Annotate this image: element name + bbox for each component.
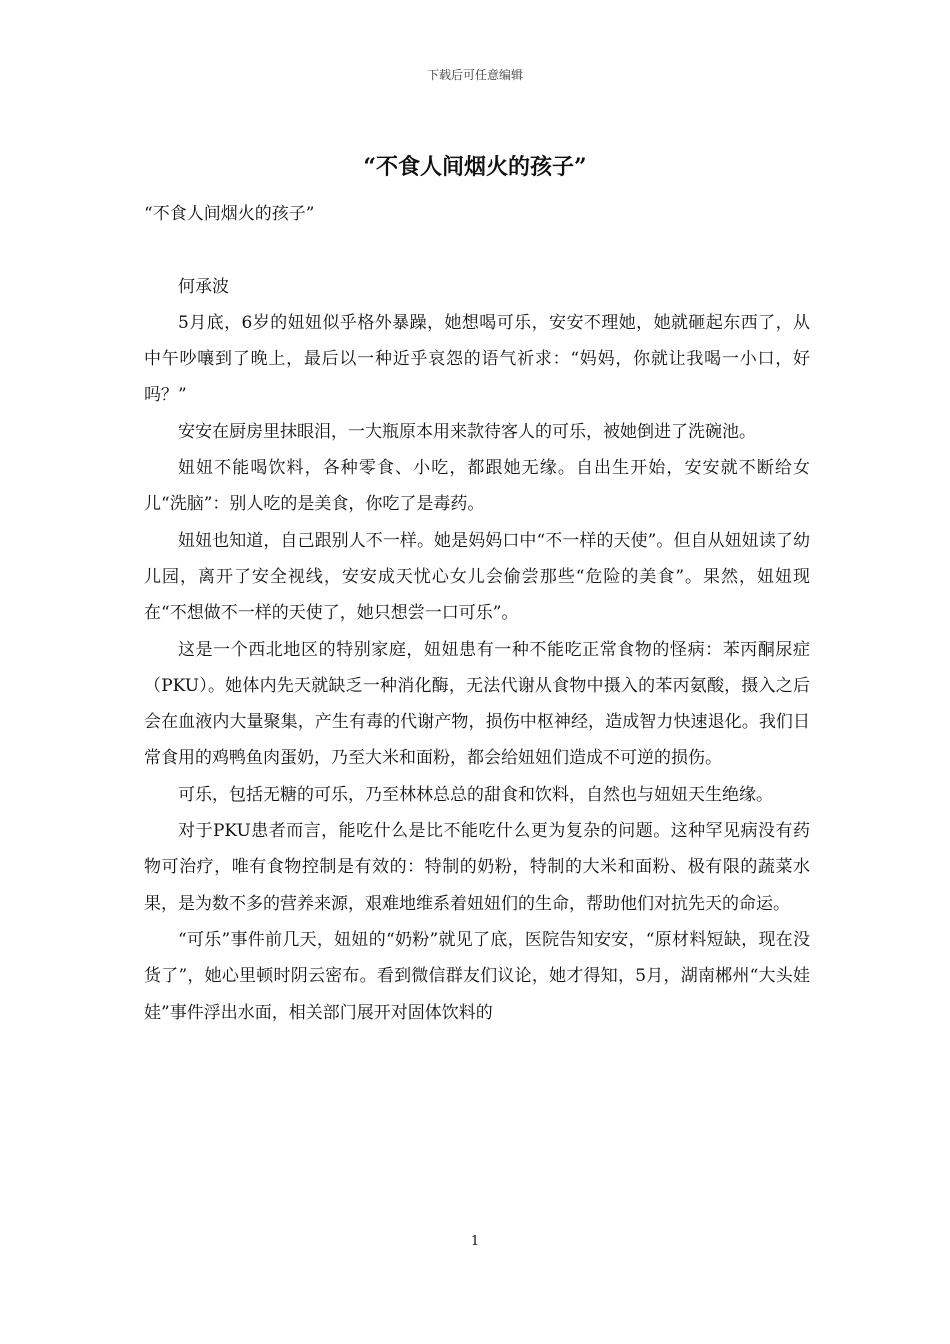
document-body [144,196,810,1031]
paragraph: 安安在厨房里抹眼泪，一大瓶原本用来款待客人的可乐，被她倒进了洗碗池。 [178,421,756,442]
subtitle: “不食人间烟火的孩子” [144,204,315,224]
paragraph: 5月底，6岁的妞妞似乎格外暴躁，她想喝可乐，安安不理她，她就砸起东西了，从中午吵嚷到了晚上，最后以一种近乎哀怨的语气祈求：“妈妈，你就让我喝一小口，好吗？” [144,312,810,406]
paragraph: 妞妞也知道，自己跟别人不一样。她是妈妈口中“不一样的天使”。但自从妞妞读了幼儿园，离开了安全视线，安安成天忧心女儿会偷尝那些“危险的美食”。果然，妞妞现在“不想做不一样的天使了，她只想尝一口可乐”。 [144,530,810,624]
author-line: 何承波 [178,276,229,297]
paragraph: “可乐”事件前几天，妞妞的“奶粉”就见了底，医院告知安安，“原材料短缺，现在没货了”，她心里顿时阴云密布。看到微信群友们议论，她才得知，5月，湖南郴州“大头娃娃”事件浮出水面，相关部门展开对固体饮料的 [144,929,810,1023]
paragraph: 对于PKU患者而言，能吃什么是比不能吃什么更为复杂的问题。这种罕见病没有药物可治疗，唯有食物控制是有效的：特制的奶粉，特制的大米和面粉、极有限的蔬菜水果，是为数不多的营养来源，艰难地维系着妞妞们的生命，帮助他们对抗先天的命运。 [144,821,810,914]
paragraph: 可乐，包括无糖的可乐，乃至林林总总的甜食和饮料，自然也与妞妞天生绝缘。 [178,784,773,805]
document-title: “不食人间烟火的孩子” [363,154,587,180]
header-note: 下载后可任意编辑 [426,68,523,82]
page-number: 1 [470,1234,480,1249]
paragraph: 妞妞不能喝饮料，各种零食、小吃，都跟她无缘。自出生开始，安安就不断给女儿“洗脑”：别人吃的是美食，你吃了是毒药。 [144,458,810,515]
paragraph: 这是一个西北地区的特别家庭，妞妞患有一种不能吃正常食物的怪病：苯丙酮尿症（PKU）。她体内先天就缺乏一种消化酶，无法代谢从食物中摄入的苯丙氨酸，摄入之后会在血液内大量聚集，产生有毒的代谢产物，损伤中枢神经，造成智力快速退化。我们日常食用的鸡鸭鱼肉蛋奶，乃至大米和面粉，都会给妞妞们造成不可逆的损伤。 [144,639,810,769]
blank-line [144,232,810,268]
